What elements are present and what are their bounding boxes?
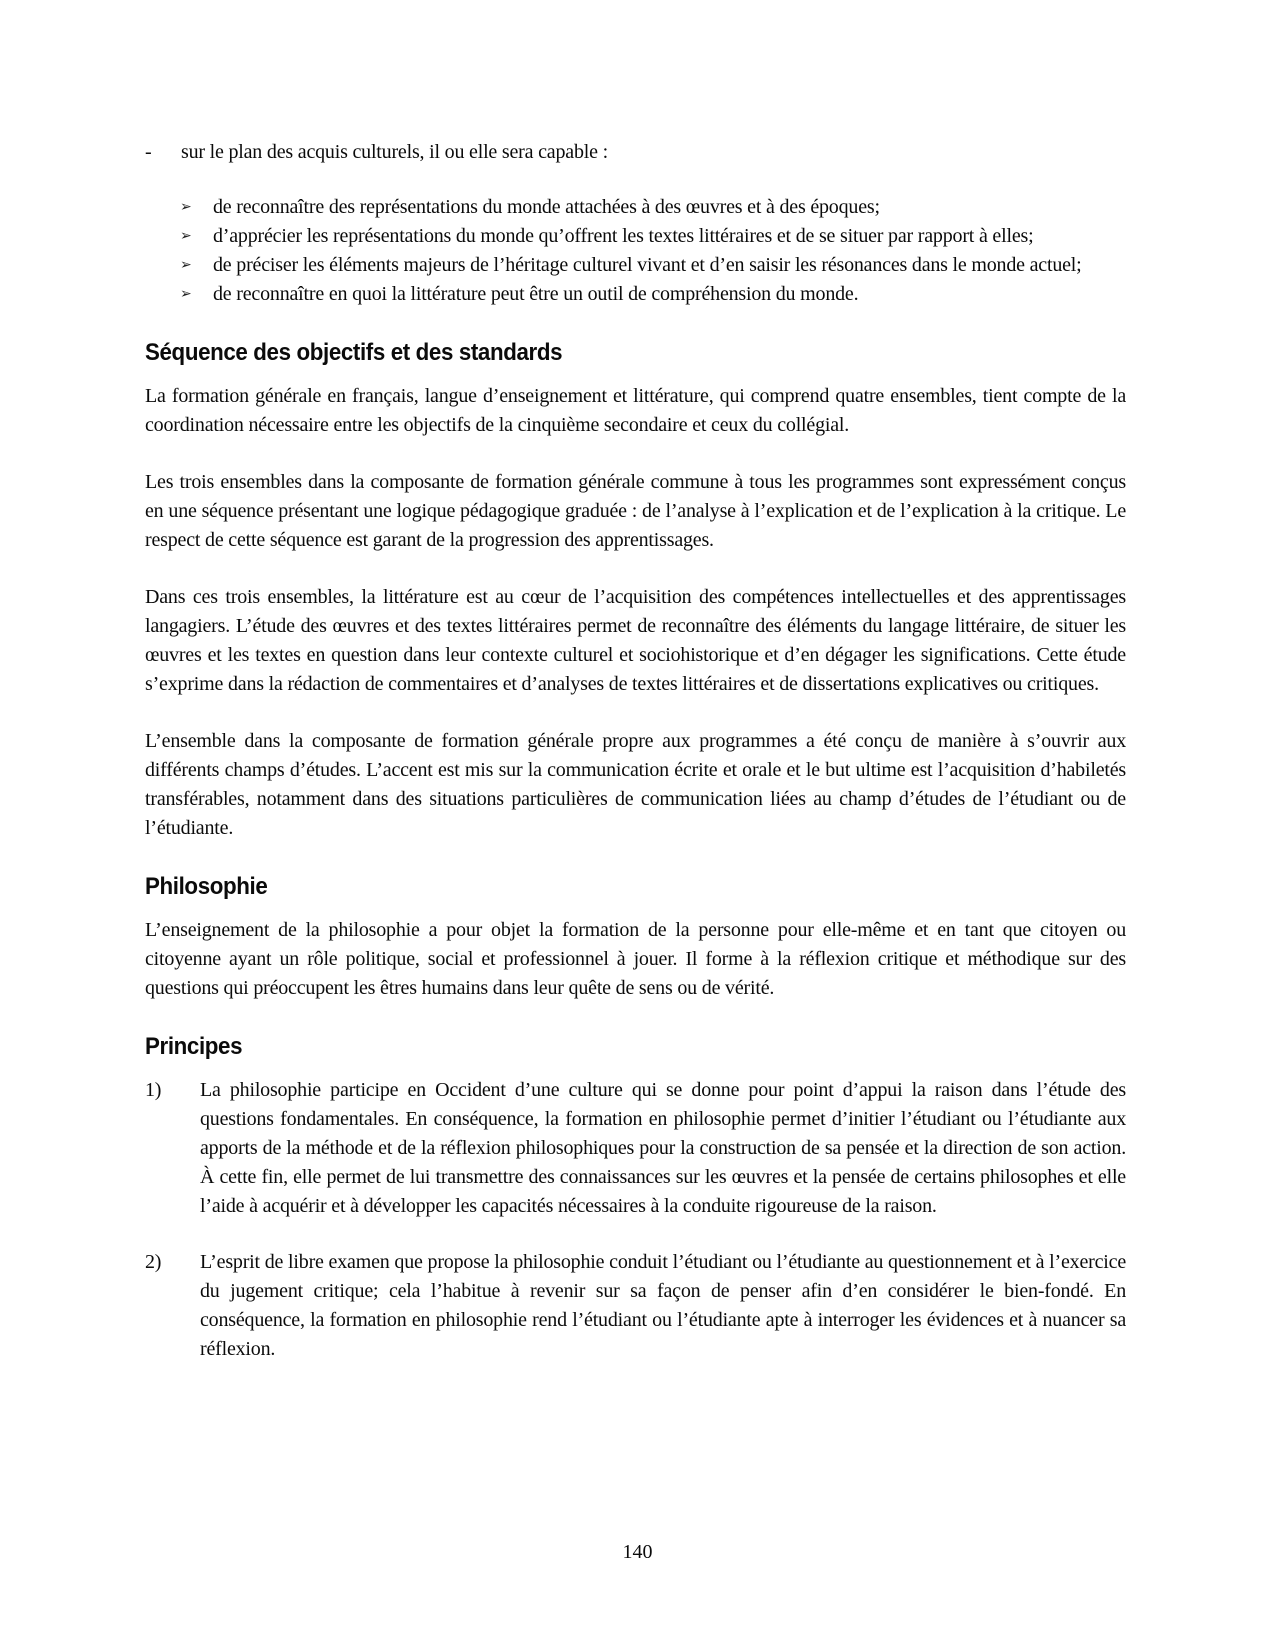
document-body bbox=[145, 138, 1126, 1364]
numbered-item-text: L’esprit de libre examen que propose la philosophie conduit l’étudiant ou l’étudiante au questionnement et à l’exercice du jugement critique; cela l’habitue à revenir sur sa façon de penser afin d’en considérer le bien-fondé. En conséquence, la formation en philosophie rend l’étudiant ou l’étudiante apte à interroger les évidences et à nuancer sa réflexion. bbox=[200, 1251, 1126, 1360]
intro-bullet-list bbox=[145, 193, 1126, 309]
numbered-item bbox=[145, 1248, 1126, 1364]
page-number: 140 bbox=[622, 1541, 653, 1563]
intro-dash-item bbox=[145, 138, 1126, 167]
bullet-item-text: de reconnaître en quoi la littérature peut être un outil de compréhension du monde. bbox=[213, 283, 859, 305]
paragraph: Dans ces trois ensembles, la littérature est au cœur de l’acquisition des compétences intellectuelles et des apprentissages langagiers. L’étude des œuvres et des textes littéraires permet de reconnaître des éléments du langage littéraire, de situer les œuvres et les textes en question dans leur contexte culturel et sociohistorique et d’en dégager les significations. Cette étude s’exprime dans la rédaction de commentaires et d’analyses de textes littéraires et de dissertations explicatives ou critiques. bbox=[145, 586, 1126, 695]
dash-marker: - bbox=[145, 141, 152, 163]
arrow-bullet-icon: ➢ bbox=[180, 286, 192, 302]
paragraph: La formation générale en français, langue d’enseignement et littérature, qui comprend quatre ensembles, tient compte de la coordination nécessaire entre les objectifs de la cinquième secondaire et ceux du collégial. bbox=[145, 385, 1126, 436]
list-item bbox=[180, 280, 1126, 309]
list-item bbox=[180, 222, 1126, 251]
arrow-bullet-icon: ➢ bbox=[180, 228, 192, 244]
intro-lead-text: sur le plan des acquis culturels, il ou elle sera capable : bbox=[181, 141, 608, 163]
numbered-item-marker: 1) bbox=[145, 1079, 162, 1101]
list-item bbox=[180, 193, 1126, 222]
arrow-bullet-icon: ➢ bbox=[180, 199, 192, 215]
section-heading-sequence-objectifs: Séquence des objectifs et des standards bbox=[145, 339, 563, 366]
section-heading-principes: Principes bbox=[145, 1033, 243, 1060]
paragraph: L’enseignement de la philosophie a pour objet la formation de la personne pour elle-même et en tant que citoyen ou citoyenne ayant un rôle politique, social et professionnel à jouer. Il forme à la réflexion critique et méthodique sur des questions qui préoccupent les êtres humains dans leur quête de sens ou de vérité. bbox=[145, 919, 1126, 999]
principles-numbered-list bbox=[145, 1076, 1126, 1364]
arrow-bullet-icon: ➢ bbox=[180, 257, 192, 273]
paragraph: L’ensemble dans la composante de formation générale propre aux programmes a été conçu de manière à s’ouvrir aux différents champs d’études. L’accent est mis sur la communication écrite et orale et le but ultime est l’acquisition d’habiletés transférables, notamment dans des situations particulières de communication liées au champ d’études de l’étudiant ou de l’étudiante. bbox=[145, 730, 1126, 839]
numbered-item bbox=[145, 1076, 1126, 1221]
paragraph: Les trois ensembles dans la composante de formation générale commune à tous les programmes sont expressément conçus en une séquence présentant une logique pédagogique graduée : de l’analyse à l’explication et de l’explication à la critique. Le respect de cette séquence est garant de la progression des apprentissages. bbox=[145, 471, 1126, 551]
numbered-item-text: La philosophie participe en Occident d’une culture qui se donne pour point d’appui la raison dans l’étude des questions fondamentales. En conséquence, la formation en philosophie permet d’initier l’étudiant ou l’étudiante aux apports de la méthode et de la réflexion philosophiques pour la construction de sa pensée et la direction de son action. À cette fin, elle permet de lui transmettre des connaissances sur les œuvres et la pensée de certains philosophes et elle l’aide à acquérir et à développer les capacités nécessaires à la conduite rigoureuse de la raison. bbox=[200, 1079, 1126, 1217]
section-heading-philosophie: Philosophie bbox=[145, 873, 268, 900]
numbered-item-marker: 2) bbox=[145, 1251, 162, 1273]
bullet-item-text: de reconnaître des représentations du monde attachées à des œuvres et à des époques; bbox=[213, 196, 880, 218]
bullet-item-text: d’apprécier les représentations du monde qu’offrent les textes littéraires et de se situer par rapport à elles; bbox=[213, 225, 1034, 247]
bullet-item-text: de préciser les éléments majeurs de l’héritage culturel vivant et d’en saisir les résonances dans le monde actuel; bbox=[213, 254, 1082, 276]
list-item bbox=[180, 251, 1126, 280]
